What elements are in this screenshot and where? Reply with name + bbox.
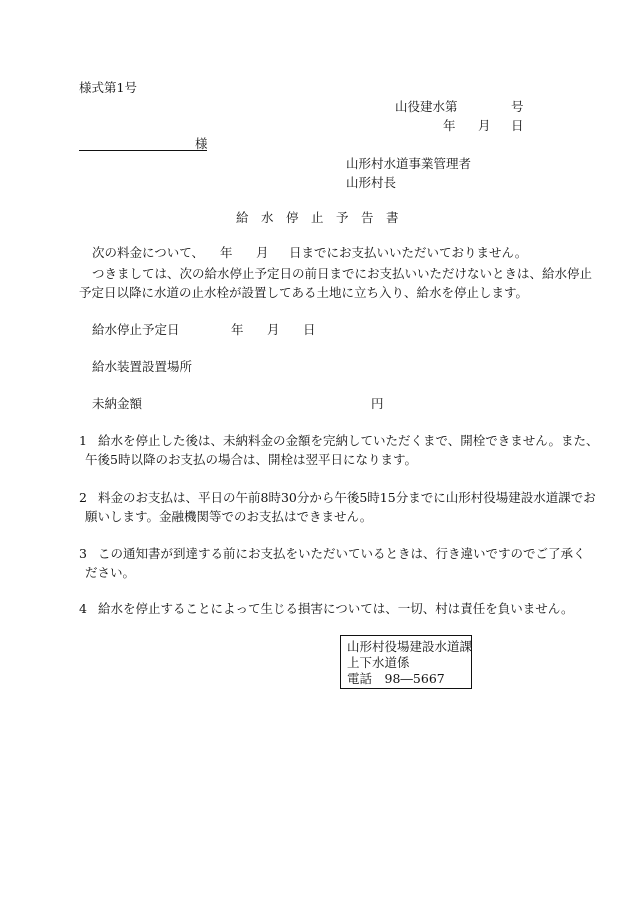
contact-dept: 山形村役場建設水道課 [347,639,473,654]
contact-phone-number: 98―5667 [384,671,445,686]
body-p2-line2: 予定日以降に水道の止水栓が設置してある土地に立ち入り、給水を停止します。 [79,285,529,300]
note-number: 2 [79,490,87,505]
body-p1-month: 月 [256,245,269,260]
body-p1-a: 次の料金について、 [92,245,205,260]
body-p2-line1: つきましては、次の給水停止予定日の前日までにお支払いいただけないときは、給水停止 [92,266,593,281]
location-label: 給水装置設置場所 [92,359,193,374]
amount-unit: 円 [371,396,384,411]
reference-prefix: 山役建水第 [395,99,458,114]
addressee-suffix: 様 [195,136,208,151]
contact-box [340,635,472,689]
note-line: 給水を停止した後は、未納料金の金額を完納していただくまで、開栓できません。また、 [98,433,599,448]
note-line: 料金のお支払は、平日の午前8時30分から午後5時15分までに山形村役場建設水道課でお [98,490,596,505]
form-number: 様式第1号 [79,80,137,95]
note-number: 4 [79,601,87,616]
note-number: 3 [79,546,87,561]
date-year: 年 [443,118,456,133]
stop-date-label: 給水停止予定日 [92,322,180,337]
amount-label: 未納金額 [92,396,143,411]
contact-phone-label: 電話 [347,671,373,686]
body-p1-b: 日までにお支払いいただいておりません。 [289,245,528,260]
stop-date-year: 年 [231,322,244,337]
sender-title: 山形村水道事業管理者 [346,156,472,171]
note-line: この通知書が到達する前にお支払をいただいているときは、行き違いですのでご了承く [98,546,586,561]
stop-date-day: 日 [303,322,316,337]
body-p1-year: 年 [220,245,233,260]
note-line: ださい。 [85,565,136,580]
note-line: 午後5時以降のお支払の場合は、開栓は翌平日になります。 [85,452,417,467]
date-month: 月 [478,118,491,133]
note-number: 1 [79,433,87,448]
reference-suffix: 号 [511,99,524,114]
stop-date-month: 月 [267,322,280,337]
contact-phone-row [347,671,445,687]
note-line: 願いします。金融機関等でのお支払はできません。 [85,509,373,524]
contact-section: 上下水道係 [347,655,410,670]
sender-name: 山形村長 [346,175,397,190]
addressee-line [79,150,207,151]
note-line: 給水を停止することによって生じる損害については、一切、村は責任を負いません。 [98,601,574,616]
document-title: 給 水 停 止 予 告 書 [236,210,399,225]
date-day: 日 [511,118,524,133]
